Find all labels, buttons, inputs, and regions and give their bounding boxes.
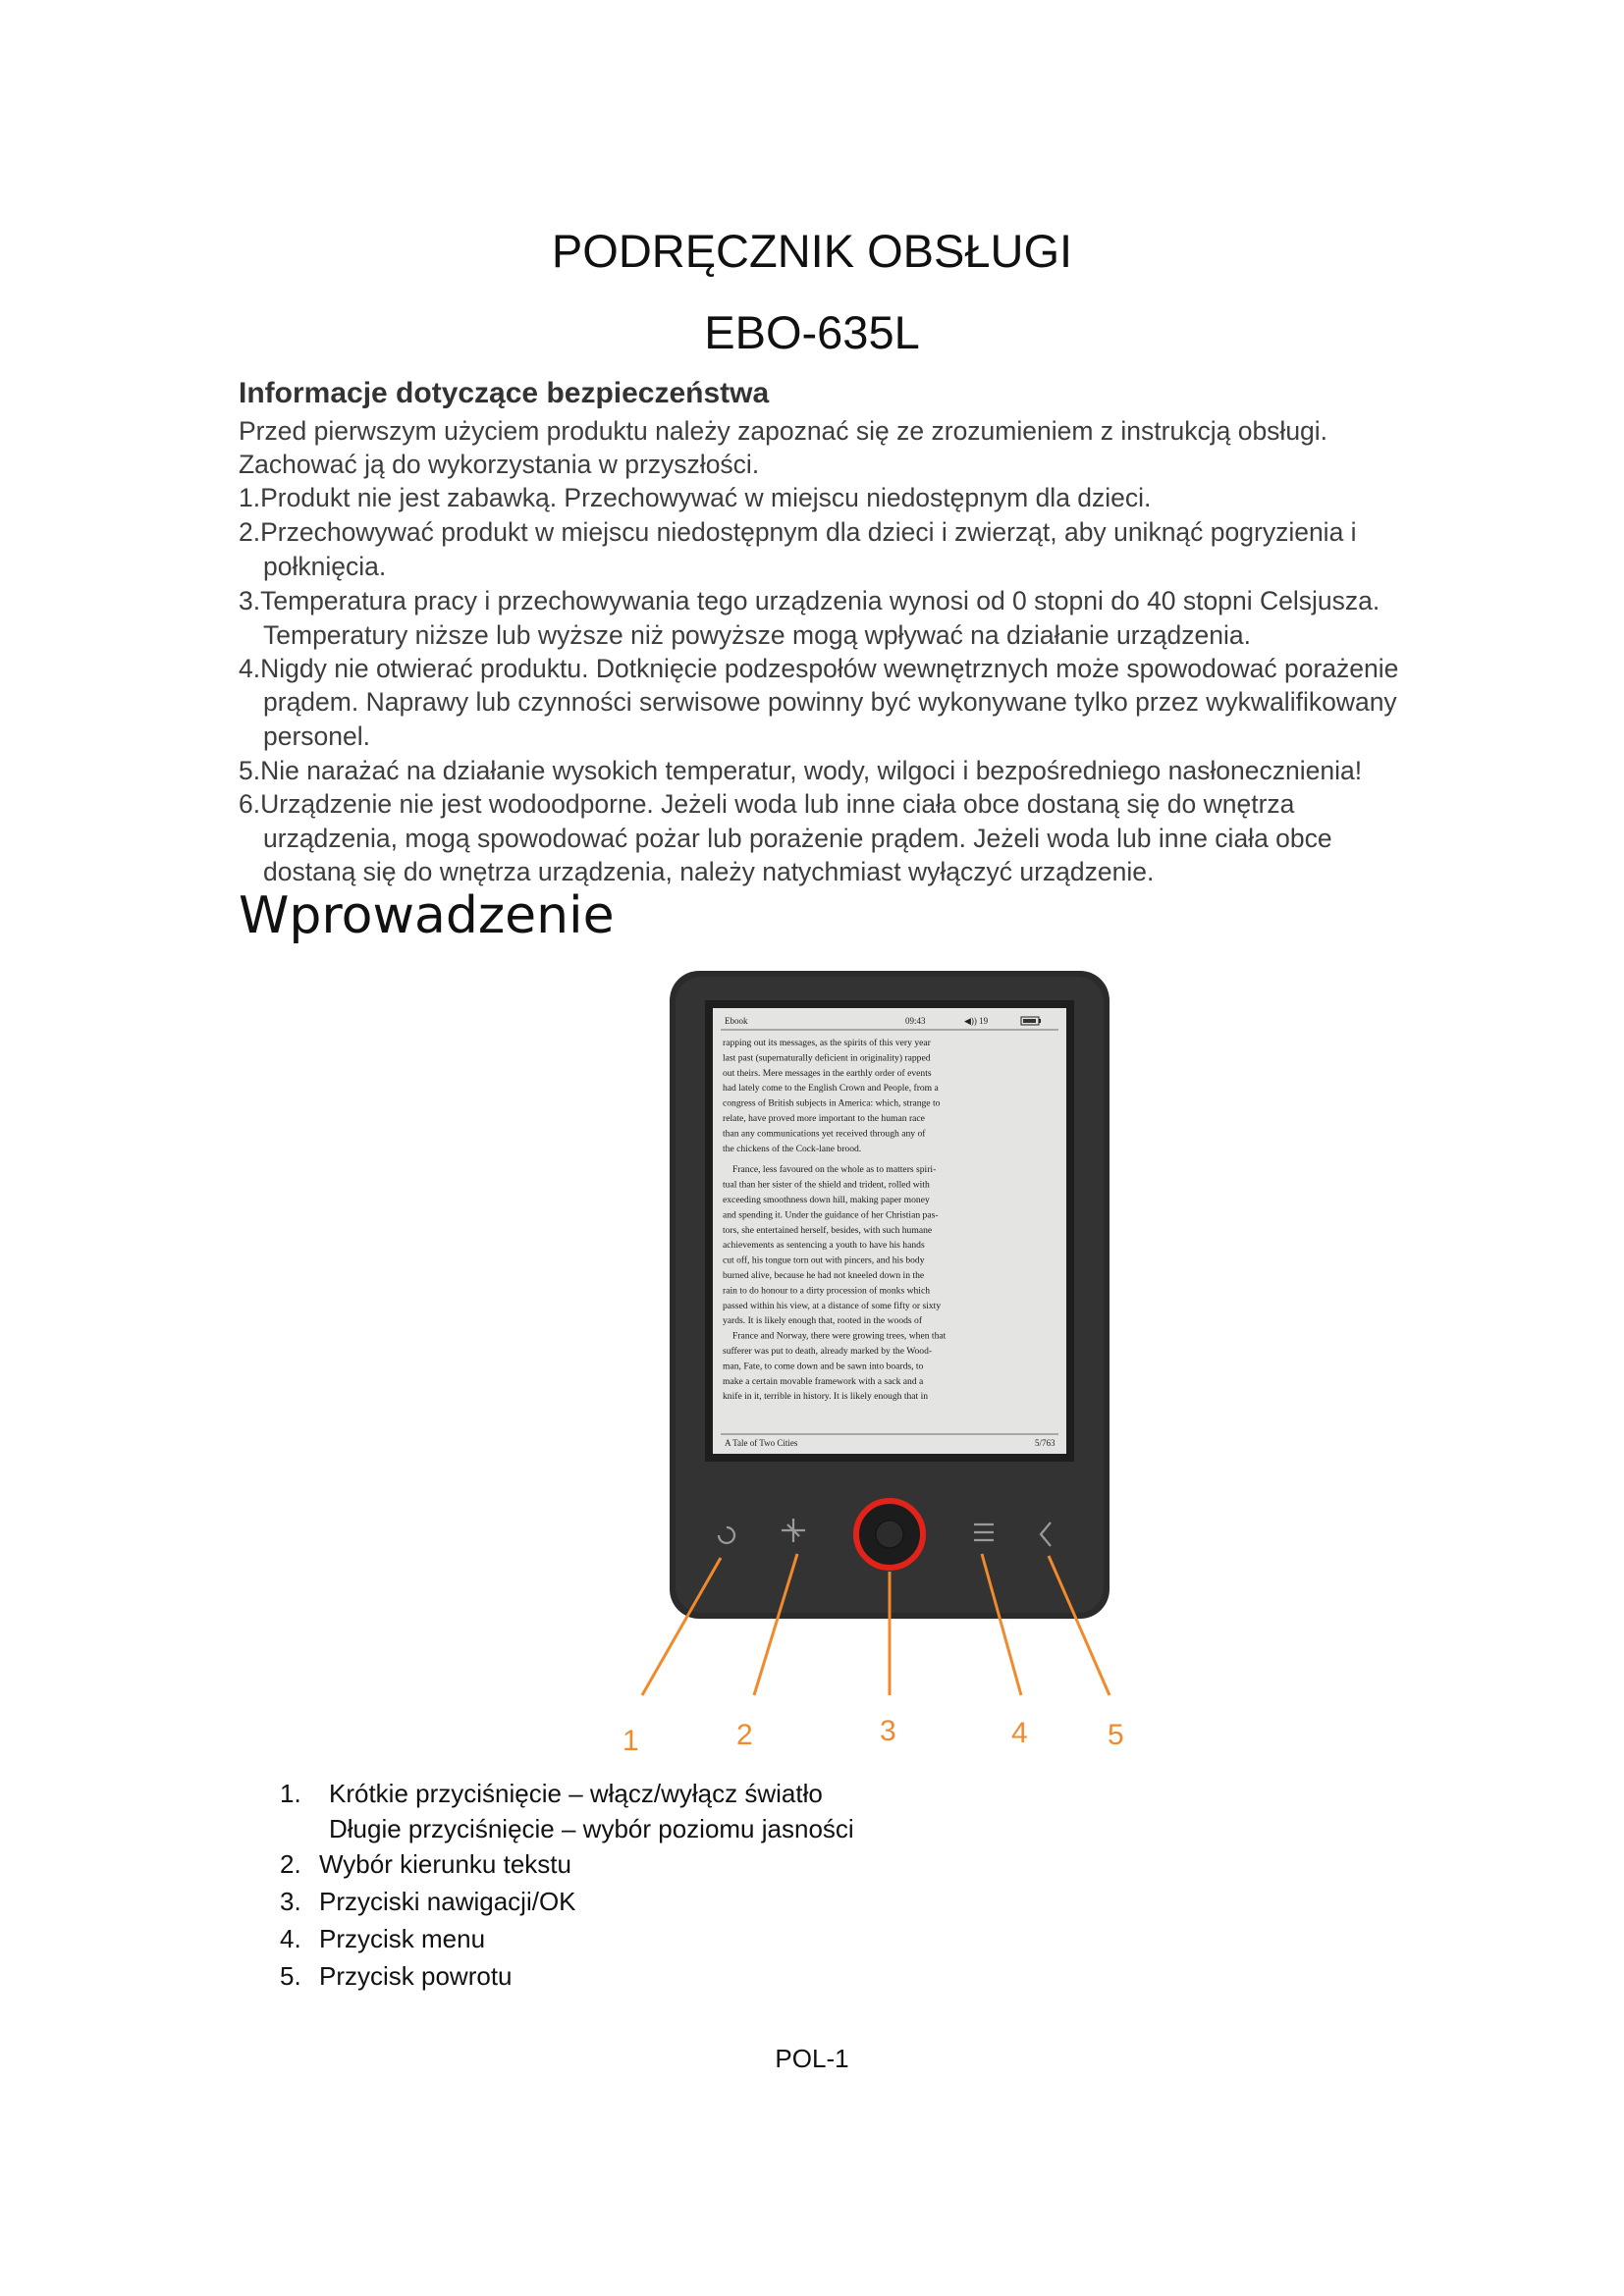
screen-text-line: sufferer was put to death, already marked by the Wood- [723, 1346, 933, 1357]
legend-number: 4. [280, 1924, 301, 1953]
intro-heading: Wprowadzenie [239, 886, 615, 945]
safety-line: 3.Temperatura pracy i przechowywania tego urządzenia wynosi od 0 stopni do 40 stopni Celsjusza. [239, 586, 1380, 615]
manual-title: PODRĘCZNIK OBSŁUGI [551, 225, 1073, 277]
safety-line: połknięcia. [263, 552, 387, 581]
legend-text: Wybór kierunku tekstu [319, 1849, 571, 1879]
legend-number: 2. [280, 1849, 301, 1879]
screen-text-line: France and Norway, there were growing trees, when that [732, 1330, 947, 1342]
screen-text-line: out theirs. Mere messages in the earthly order of events [723, 1067, 932, 1079]
screen-text-line: passed within his view, at a distance of some fifty or sixty [723, 1300, 942, 1311]
navigation-ok-button [856, 1501, 923, 1568]
screen-text-line: make a certain movable framework with a sack and a [723, 1375, 924, 1387]
callout-1: 1 [623, 1725, 639, 1757]
legend-number: 5. [280, 1961, 301, 1991]
screen-text-line: France, less favoured on the whole as to matters spiri- [732, 1164, 937, 1176]
safety-line: Przed pierwszym użyciem produktu należy zapoznać się ze zrozumieniem z instrukcją obsługi. [239, 416, 1328, 446]
screen-text-line: relate, have proved more important to the human race [723, 1113, 925, 1124]
safety-line: dostaną się do wnętrza urządzenia, należy natychmiast wyłączyć urządzenie. [263, 857, 1155, 886]
screen-book-text [723, 1038, 947, 1402]
legend-text: Przycisk menu [319, 1924, 486, 1953]
safety-line: 1.Produkt nie jest zabawką. Przechowywać w miejscu niedostępnym dla dzieci. [239, 483, 1152, 512]
callout-4: 4 [1011, 1717, 1028, 1749]
screen-text-line: knife in it, terrible in history. It is likely enough that in [723, 1391, 929, 1403]
callout-2: 2 [736, 1719, 753, 1751]
screen-text-line: congress of British subjects in America: which, strange to [723, 1097, 941, 1109]
screen-text-line: achievements as sentencing a youth to have his hands [723, 1240, 925, 1252]
safety-heading: Informacje dotyczące bezpieczeństwa [239, 377, 770, 409]
screen-text-line: rain to do honour to a dirty procession of monks which [723, 1285, 931, 1297]
safety-line: Zachować ją do wykorzystania w przyszłości. [239, 450, 760, 479]
screen-text-line: had lately come to the English Crown and People, from a [723, 1083, 939, 1095]
safety-line: prądem. Naprawy lub czynności serwisowe powinny być wykonywane tylko przez wykwalifikowany [263, 687, 1397, 717]
legend-text: Przycisk powrotu [319, 1961, 513, 1991]
screen-text-line: the chickens of the Cock-lane brood. [723, 1143, 862, 1154]
screen-status-left: Ebook [725, 1016, 748, 1026]
screen-status-volume: ◀)) 19 [964, 1016, 989, 1026]
screen-text-line: burned alive, because he had not kneeled down in the [723, 1270, 925, 1281]
screen-text-line: last past (supernaturally deficient in originality) rapped [723, 1052, 931, 1064]
legend-text: Krótkie przyciśnięcie – włącz/wyłącz światło [329, 1779, 823, 1808]
safety-line: 4.Nigdy nie otwierać produktu. Dotknięcie podzespołów wewnętrznych może spowodować porażenie [239, 654, 1399, 683]
screen-text-line: than any communications yet received through any of [723, 1128, 926, 1140]
legend-text: Długie przyciśnięcie – wybór poziomu jasności [329, 1814, 854, 1843]
screen-text-line: tual than her sister of the shield and trident, rolled with [723, 1179, 930, 1191]
screen-status-time: 09:43 [905, 1016, 926, 1026]
safety-line: 2.Przechowywać produkt w miejscu niedostępnym dla dzieci i zwierząt, aby uniknąć pogryzienia i [239, 517, 1357, 547]
page-number: POL-1 [775, 2044, 849, 2073]
callout-3: 3 [880, 1715, 896, 1747]
screen-text-line: tors, she entertained herself, besides, with such humane [723, 1224, 933, 1236]
callout-5: 5 [1108, 1719, 1124, 1751]
legend-number: 3. [280, 1887, 301, 1916]
safety-line: 6.Urządzenie nie jest wodoodporne. Jeżeli woda lub inne ciała obce dostaną się do wnętrza [239, 789, 1295, 819]
ebook-reader-illustration [619, 957, 1168, 1762]
screen-book-title: A Tale of Two Cities [725, 1438, 798, 1448]
screen-text-line: yards. It is likely enough that, rooted in the woods of [723, 1315, 923, 1327]
model-number: EBO-635L [704, 306, 920, 358]
screen-text-line: man, Fate, to come down and be sawn into boards, to [723, 1361, 924, 1372]
safety-line: personel. [263, 721, 371, 751]
safety-line: Temperatury niższe lub wyższe niż powyższe mogą wpływać na działanie urządzenia. [263, 620, 1251, 650]
legend-text: Przyciski nawigacji/OK [319, 1887, 576, 1916]
screen-text-line: exceeding smoothness down hill, making paper money [723, 1195, 930, 1205]
legend-number: 1. [280, 1779, 301, 1808]
safety-line: urządzenia, mogą spowodować pożar lub porażenie prądem. Jeżeli woda lub inne ciała obce [263, 824, 1332, 853]
screen-text-line: and spending it. Under the guidance of her Christian pas- [723, 1209, 939, 1221]
screen-text-line: rapping out its messages, as the spirits of this very year [723, 1038, 931, 1048]
screen-text-line: cut off, his tongue torn out with pincers, and his body [723, 1255, 925, 1266]
safety-line: 5.Nie narażać na działanie wysokich temperatur, wody, wilgoci i bezpośredniego nasłonecznienia! [239, 756, 1363, 785]
screen-page-indicator: 5/763 [1035, 1438, 1056, 1448]
